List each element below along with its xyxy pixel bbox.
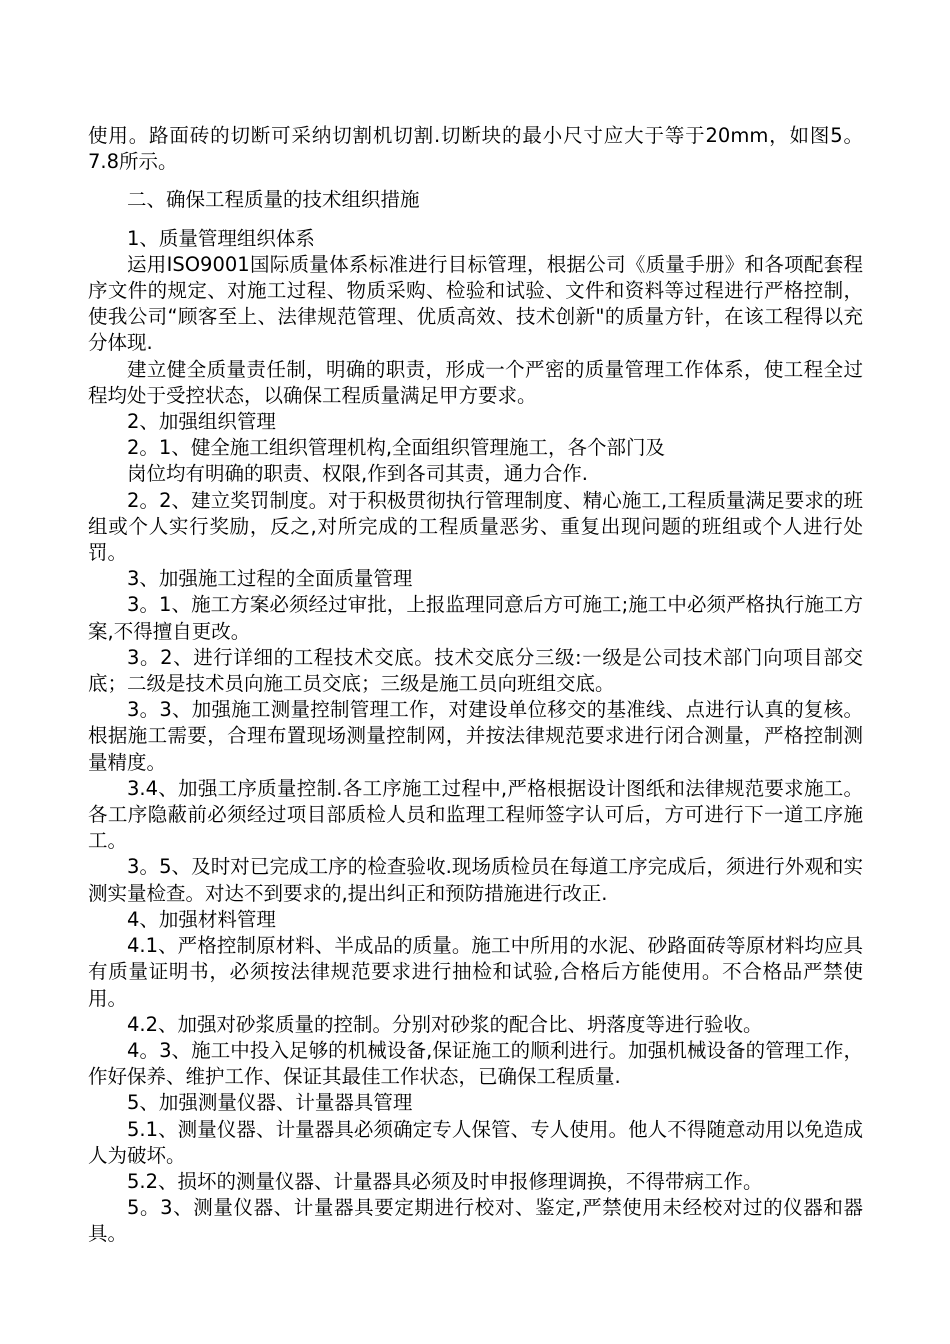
subsection-heading: 3、加强施工过程的全面质量管理 [127,567,413,591]
subsection-heading: 2、加强组织管理 [127,410,276,434]
paragraph: 建立健全质量责任制，明确的职责，形成一个严密的质量管理工作体系，使工程全过程均处于受控状态，以确保工程质量满足甲方要求。 [88,357,863,407]
paragraph: 2。1、健全施工组织管理机构,全面组织管理施工，各个部门及 [127,436,666,460]
paragraph: 3。1、施工方案必须经过审批，上报监理同意后方可施工;施工中必须严格执行施工方案,不得擅自更改。 [88,593,863,643]
paragraph: 运用ISO9001国际质量体系标准进行目标管理，根据公司《质量手册》和各项配套程序文件的规定、对施工过程、物质采购、检验和试验、文件和资料等过程进行严格控制，使我公司“顾客至上、法律规范管理、优质高效、技术创新"的质量方针，在该工程得以充分体现. [88,252,863,355]
paragraph: 4.1、严格控制原材料、半成品的质量。施工中所用的水泥、砂路面砖等原材料均应具有质量证明书，必须按法律规范要求进行抽检和试验,合格后方能使用。不合格品严禁使用。 [88,934,863,1010]
paragraph: 3。5、及时对已完成工序的检查验收.现场质检员在每道工序完成后，须进行外观和实测实量检查。对达不到要求的,提出纠正和预防措施进行改正. [88,855,863,905]
section-heading: 二、确保工程质量的技术组织措施 [127,188,420,212]
paragraph: 5.2、损坏的测量仪器、计量器具必须及时申报修理调换，不得带病工作。 [127,1169,763,1193]
paragraph: 4。3、施工中投入足够的机械设备,保证施工的顺利进行。加强机械设备的管理工作，作好保养、维护工作、保证其最佳工作状态，已确保工程质量. [88,1038,863,1089]
paragraph-intro: 使用。路面砖的切断可采纳切割机切割.切断块的最小尺寸应大于等于20mm，如图5。7.8所示。 [88,124,863,174]
paragraph: 5.1、测量仪器、计量器具必须确定专人保管、专人使用。他人不得随意动用以免造成人为破坏。 [88,1117,863,1167]
subsection-heading: 5、加强测量仪器、计量器具管理 [127,1091,413,1115]
subsection-heading: 4、加强材料管理 [127,907,276,931]
paragraph: 2。2、建立奖罚制度。对于积极贯彻执行管理制度、精心施工,工程质量满足要求的班组或个人实行奖励，反之,对所完成的工程质量恶劣、重复出现问题的班组或个人进行处罚。 [88,488,863,565]
paragraph: 5。3、测量仪器、计量器具要定期进行校对、鉴定,严禁使用未经校对过的仪器和器具。 [88,1196,863,1246]
paragraph: 3。3、加强施工测量控制管理工作，对建设单位移交的基准线、点进行认真的复核。根据施工需要，合理布置现场测量控制网，并按法律规范要求进行闭合测量，严格控制测量精度。 [88,698,863,774]
paragraph: 3。2、进行详细的工程技术交底。技术交底分三级:一级是公司技术部门向项目部交底；二级是技术员向施工员交底；三级是施工员向班组交底。 [88,645,863,696]
subsection-heading: 1、质量管理组织体系 [127,226,315,250]
document-page [88,123,863,1248]
paragraph: 岗位均有明确的职责、权限,作到各司其责，通力合作. [127,462,588,486]
paragraph: 4.2、加强对砂浆质量的控制。分别对砂浆的配合比、坍落度等进行验收。 [127,1012,763,1036]
paragraph: 3.4、加强工序质量控制.各工序施工过程中,严格根据设计图纸和法律规范要求施工。各工序隐蔽前必须经过项目部质检人员和监理工程师签字认可后，方可进行下一道工序施工。 [88,776,863,853]
